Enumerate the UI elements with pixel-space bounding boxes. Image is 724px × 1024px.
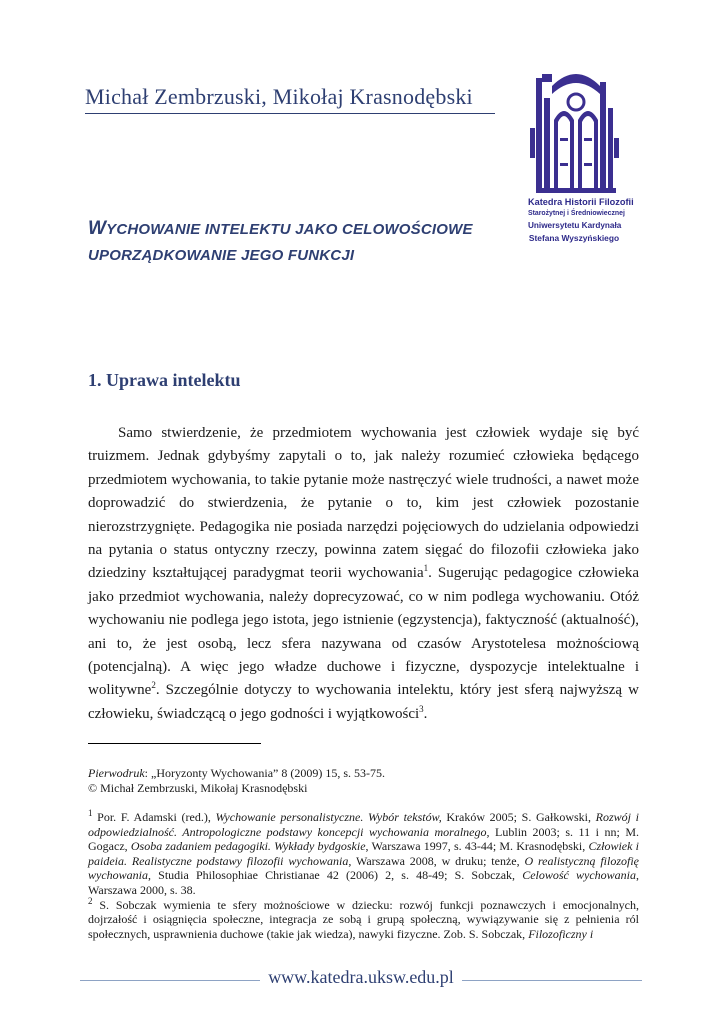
katedra-logo [528, 68, 634, 276]
fn1-text-e: Warszawa 2008, w druku; tenże, [351, 853, 525, 868]
fn1-italic-2: Rozwój i odpowiedzialność. Antropologiczne podstawy koncepcji wychowania moralnego, [88, 810, 640, 839]
title-line-2: UPORZĄDKOWANIE JEGO FUNKCJI [88, 247, 355, 264]
footnote-1 [88, 810, 639, 898]
logo-line-3: Uniwersytetu Kardynała [528, 221, 622, 230]
body-text-4: . [423, 705, 428, 722]
footnote-ref-3[interactable]: 3 [419, 703, 424, 714]
footer-rule-right [462, 980, 642, 981]
fn1-italic-3: Osoba zadaniem pedagogiki. Wykłady bydgoskie [130, 839, 366, 854]
title-line-1: YCHOWANIE INTELEKTU JAKO CELOWOŚCIOWE [106, 221, 473, 238]
fn1-italic-4: Człowiek i paideia. Realistyczne podstawy filozofii wychowania, [88, 839, 639, 868]
footnote-divider [88, 743, 261, 744]
gothic-window-icon [528, 68, 620, 196]
footer-url[interactable]: www.katedra.uksw.edu.pl [268, 967, 454, 987]
body-text-2: . Sugerując pedagogice człowieka jako przedmiot wychowania, należy doprecyzować, co w nim podlega wychowaniu. Otóż wychowaniu nie podlega jego istota, jego istnienie (egzystencja), faktyczność (aktualność), ani to, że jest osobą, lecz sfera nazywana od czasów Arystotelesa możnościową (potencjalną). A więc jego władze duchowe i fizyczne, dyspozycje intelektualne i wolitywne [88, 565, 639, 699]
footnote-2 [88, 895, 639, 942]
fn1-italic-6: Celowość wychowania [522, 868, 636, 883]
body-paragraph [88, 422, 639, 726]
footer-rule-left [80, 980, 260, 981]
publication-text: : „Horyzonty Wychowania” 8 (2009) 15, s. 53-75. [144, 766, 386, 780]
logo-line-4: Stefana Wyszyńskiego [528, 233, 620, 243]
fn1-text-d: , Warszawa 1997, s. 43-44; M. Krasnodębski, [365, 839, 589, 854]
authors-header: Michał Zembrzuski, Mikołaj Krasnodębski [85, 84, 473, 109]
fn1-italic-5: O realistyczną filozofię wychowania [88, 853, 639, 883]
publication-label: Pierwodruk [88, 766, 145, 780]
footnote-1-number: 1 [88, 808, 93, 818]
footnote-ref-1[interactable]: 1 [423, 563, 429, 574]
fn2-text-a: S. Sobczak wymienia te sfery możnościowe w dziecku: rozwój funkcji poznawczych i emocjonalnych, dojrzałość i osiągnięcia społeczne, integracja ze sobą i grupą społeczną, wywiązywanie się z pełnienia ról społecznych, usprawnienia duchowe (takie jak wiedza), nawyki fizyczne. Zob. S. Sobczak, [88, 897, 639, 941]
body-text-1: Samo stwierdzenie, że przedmiotem wychowania jest człowiek wydaje się być truizmem. Jednak gdybyśmy zapytali o to, jak należy rozumieć człowieka będącego przedmiotem wychowania, to takie pytanie może nastręczyć wiele trudności, a nawet może doprowadzić do stwierdzenia, że pytanie o to, kim jest człowiek pozostanie nierozstrzygnięte. Pedagogika nie posiada narzędzi pojęciowych do udzielania odpowiedzi na pytania o status ontyczny rzeczy, powinna zatem sięgać do filozofii człowieka jako dziedziny kształtującej paradygmat teorii wychowania [88, 425, 639, 582]
section-heading: 1. Uprawa intelektu [88, 370, 241, 390]
footnotes [88, 810, 639, 941]
footnote-2-number: 2 [88, 895, 93, 906]
fn1-text-c: Lublin 2003; s. 11 i nn; M. Gogacz, [88, 824, 639, 854]
footnote-ref-2[interactable]: 2 [151, 680, 156, 691]
publication-note [88, 766, 639, 796]
fn2-italic-1: Filozoficzny i [528, 926, 594, 941]
copyright-line: © Michał Zembrzuski, Mikołaj Krasnodębski [88, 781, 308, 795]
fn1-text-f: , Studia Philosophiae Christianae 42 (2006) 2, s. 48-49; S. Sobczak, [148, 868, 523, 883]
paper-title [88, 216, 473, 269]
logo-line-1: Katedra Historii Filozofii [528, 197, 634, 207]
title-initial: W [88, 218, 107, 239]
fn1-italic-1: Wychowanie personalistyczne. Wybór tekstów, [215, 810, 442, 824]
fn1-text-b: Kraków 2005; S. Gałkowski, [441, 810, 596, 824]
logo-line-2: Starożytnej i Średniowiecznej [528, 210, 625, 217]
fn1-text-a: Por. F. Adamski (red.), [92, 810, 216, 824]
fn1-text-g: , Warszawa 2000, s. 38. [88, 868, 639, 897]
header-divider [85, 113, 495, 114]
body-text-3: . Szczególnie dotyczy to wychowania intelektu, który jest sferą najwyższą w człowieku, świadczącą o jego godności i wyjątkowości [88, 682, 639, 722]
